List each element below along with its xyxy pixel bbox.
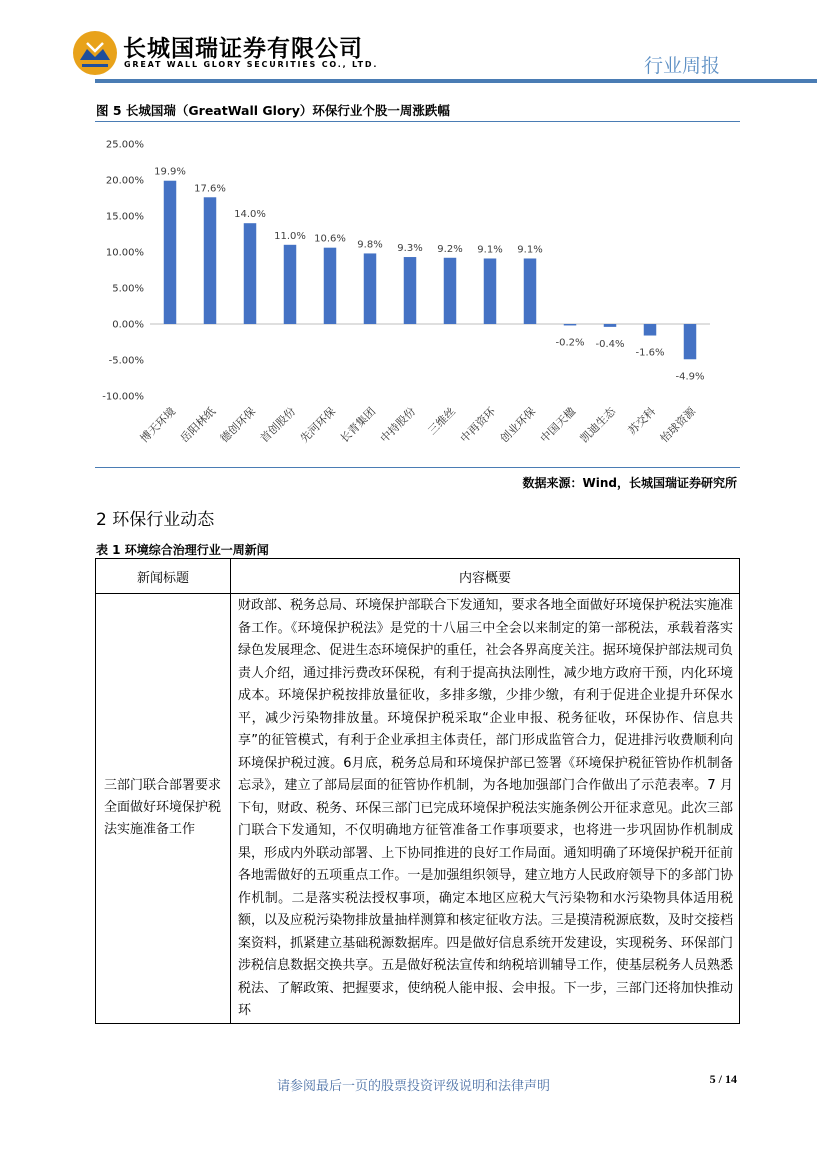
bar xyxy=(364,253,377,324)
x-tick-label: 长青集团 xyxy=(337,404,379,446)
data-label: 17.6% xyxy=(194,183,226,195)
bar xyxy=(604,324,617,327)
data-label: 19.9% xyxy=(154,166,186,178)
figure-source: 数据来源：Wind，长城国瑞证券研究所 xyxy=(522,476,737,490)
y-tick-label: 20.00% xyxy=(105,175,144,187)
header-content-summary: 内容概要 xyxy=(231,559,740,594)
data-label: -0.2% xyxy=(555,337,585,349)
header-news-title: 新闻标题 xyxy=(96,559,231,594)
data-label: 11.0% xyxy=(274,230,306,242)
x-tick-label: 三维丝 xyxy=(425,404,459,438)
company-logo-icon xyxy=(72,30,118,76)
x-tick-label: 博天环境 xyxy=(137,404,179,446)
bar xyxy=(204,197,217,324)
bar xyxy=(524,258,537,324)
bar xyxy=(444,258,457,324)
figure-title: 图 5 长城国瑞（GreatWall Glory）环保行业个股一周涨跌幅 xyxy=(96,103,450,118)
x-tick-label: 德创环保 xyxy=(217,404,259,446)
x-tick-label: 怡球资源 xyxy=(657,404,699,446)
figure-bottom-rule xyxy=(95,467,740,468)
y-tick-label: 0.00% xyxy=(112,319,144,331)
data-label: 9.1% xyxy=(477,244,503,256)
data-label: 9.1% xyxy=(517,244,543,256)
table-row xyxy=(96,594,740,1024)
data-label: 9.2% xyxy=(437,243,463,255)
data-label: 9.8% xyxy=(357,239,383,251)
y-tick-label: -10.00% xyxy=(102,391,144,403)
news-table xyxy=(95,558,740,1024)
x-tick-label: 创业环保 xyxy=(497,404,539,446)
news-content-cell: 财政部、税务总局、环境保护部联合下发通知，要求各地全面做好环境保护税法实施准备工作。《环境保护税法》是党的十八届三中全会以来制定的第一部税法，承载着落实绿色发展理念、促进生态环境保护的重任，社会各界高度关注。据环境保护部法规司负责人介绍，通过排污费改环保税，有利于提高执法刚性，减少地方政府干预，内化环境成本。环境保护税按排放量征收，多排多缴，少排少缴，有利于促进企业提升环保水平，减少污染物排放量。环境保护税采取“企业申报、税务征收，环保协作、信息共享”的征管模式，有利于企业承担主体责任，部门形成监管合力，促进排污收费顺利向环境保护税过渡。6月底，税务总局和环境保护部已签署《环境保护税征管协作机制备忘录》，建立了部局层面的征管协作机制，为各地加强部门合作做出了示范表率。7 月下旬，财政、税务、环保三部门已完成环境保护税法实施条例公开征求意见。此次三部门联合下发通知，不仅明确地方征管准备工作事项要求，也将进一步巩固协作机制成果，形成内外联动部署、上下协同推进的良好工作局面。通知明确了环境保护税开征前各地需做好的五项重点工作。一是加强组织领导，建立地方人民政府领导下的多部门协作机制。二是落实税法授权事项，确定本地区应税大气污染物和水污染物具体适用税额，以及应税污染物排放量抽样测算和核定征收方法。三是摸清税源底数，及时交接档案资料，抓紧建立基础税源数据库。四是做好信息系统开发建设，实现税务、环保部门涉税信息数据交换共享。五是做好税法宣传和纳税培训辅导工作，使基层税务人员熟悉税法、了解政策、把握要求，使纳税人能申报、会申报。下一步，三部门还将加快推动环 xyxy=(231,594,740,1024)
table-header-row xyxy=(96,559,740,594)
x-tick-label: 中再资环 xyxy=(457,404,499,446)
company-name-en: GREAT WALL GLORY SECURITIES CO., LTD. xyxy=(124,60,379,69)
data-label: -0.4% xyxy=(595,338,625,350)
x-tick-label: 岳阳林纸 xyxy=(177,404,219,446)
disclaimer-note: 请参阅最后一页的股票投资评级说明和法律声明 xyxy=(276,1079,550,1094)
bar xyxy=(324,248,337,324)
x-tick-label: 中国天楹 xyxy=(537,404,579,446)
y-tick-label: 15.00% xyxy=(105,211,144,223)
bar xyxy=(484,258,497,324)
report-type: 行业周报 xyxy=(643,55,720,77)
data-label: 10.6% xyxy=(314,233,346,245)
y-tick-label: -5.00% xyxy=(108,355,144,367)
company-name-cn: 长城国瑞证券有限公司 xyxy=(123,36,363,62)
x-tick-label: 凯迪生态 xyxy=(577,404,619,446)
bar xyxy=(684,324,697,359)
x-tick-label: 先河环保 xyxy=(297,404,339,446)
data-label: 14.0% xyxy=(234,209,266,221)
x-tick-label: 苏交科 xyxy=(625,404,659,438)
data-label: -4.9% xyxy=(675,371,705,383)
news-title-cell: 三部门联合部署要求全面做好环境保护税法实施准备工作 xyxy=(96,594,231,1024)
bar xyxy=(244,223,257,324)
section-title: 2 环保行业动态 xyxy=(96,510,215,530)
page-number: 5 / 14 xyxy=(709,1072,737,1086)
x-tick-label: 首创股份 xyxy=(257,404,299,446)
bar xyxy=(644,324,657,336)
y-tick-label: 10.00% xyxy=(105,247,144,259)
table-title: 表 1 环境综合治理行业一周新闻 xyxy=(96,543,269,557)
bar xyxy=(404,257,417,324)
header-divider xyxy=(95,79,817,83)
y-tick-label: 25.00% xyxy=(105,139,144,151)
data-label: -1.6% xyxy=(635,347,665,359)
data-label: 9.3% xyxy=(397,243,423,255)
bar xyxy=(564,324,577,325)
y-tick-label: 5.00% xyxy=(112,283,144,295)
x-tick-label: 中持股份 xyxy=(377,404,419,446)
bar-chart xyxy=(95,122,740,467)
bar xyxy=(284,245,297,324)
bar xyxy=(164,181,177,324)
